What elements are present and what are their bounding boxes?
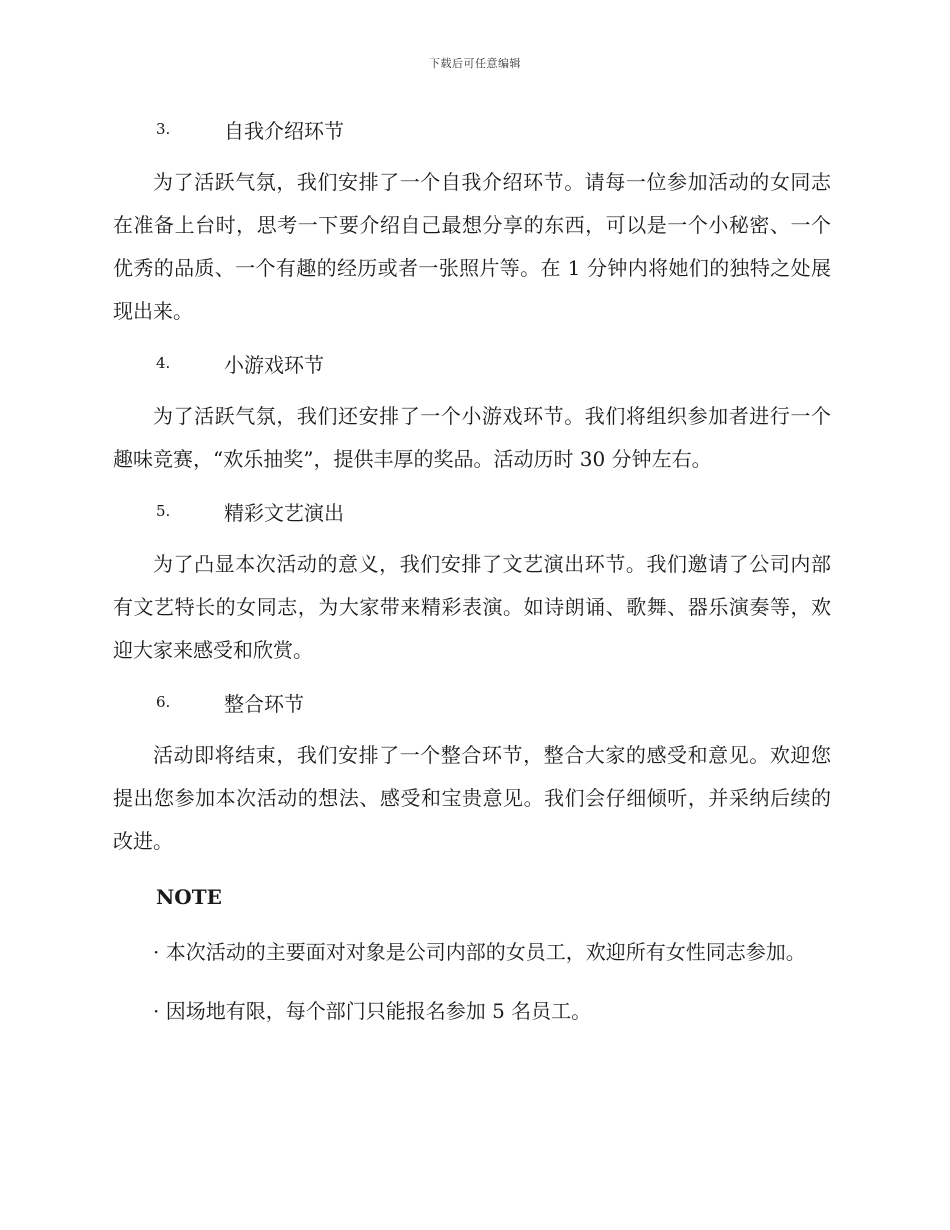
section-heading-6 <box>113 680 831 724</box>
section-paragraph: 为了凸显本次活动的意义，我们安排了文艺演出环节。我们邀请了公司内部有文艺特长的女同志，为大家带来精彩表演。如诗朗诵、歌舞、器乐演奏等，欢迎大家来感受和欣赏。 <box>113 552 831 662</box>
section-paragraph: 活动即将结束，我们安排了一个整合环节，整合大家的感受和意见。欢迎您提出您参加本次活动的想法、感受和宝贵意见。我们会仔细倾听，并采纳后续的改进。 <box>113 743 831 853</box>
section-paragraph: 为了活跃气氛，我们安排了一个自我介绍环节。请每一位参加活动的女同志在准备上台时，思考一下要介绍自己最想分享的东西，可以是一个小秘密、一个优秀的品质、一个有趣的经历或者一张照片等。在 1 分钟内将她们的独特之处展现出来。 <box>113 170 831 323</box>
page-header: 下载后可任意编辑 <box>429 57 521 70</box>
section-number: 5. <box>156 502 171 520</box>
section-heading-3 <box>113 107 831 151</box>
section-number: 4. <box>156 354 171 372</box>
section-heading-5 <box>113 489 831 533</box>
note-item: · 本次活动的主要面对对象是公司内部的女员工，欢迎所有女性同志参加。 <box>153 940 806 964</box>
section-title: 精彩文艺演出 <box>224 500 344 525</box>
note-title: NOTE <box>156 885 222 909</box>
section-number: 3. <box>156 120 171 138</box>
section-number: 6. <box>156 693 171 711</box>
section-paragraph: 为了活跃气氛，我们还安排了一个小游戏环节。我们将组织参加者进行一个趣味竞赛，“欢乐抽奖”，提供丰厚的奖品。活动历时 30 分钟左右。 <box>113 404 831 471</box>
section-title: 小游戏环节 <box>224 352 324 377</box>
section-title: 自我介绍环节 <box>224 118 344 143</box>
section-title: 整合环节 <box>224 691 304 716</box>
section-heading-4 <box>113 341 831 385</box>
note-item: · 因场地有限，每个部门只能报名参加 5 名员工。 <box>153 999 592 1023</box>
document-body <box>113 107 831 1049</box>
